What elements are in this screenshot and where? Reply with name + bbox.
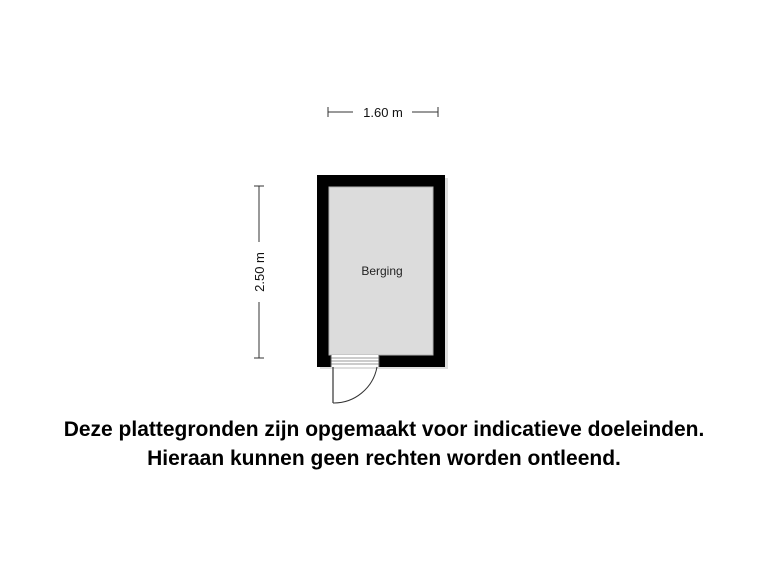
- width-dimension-label: 1.60 m: [363, 105, 403, 120]
- room-label: Berging: [361, 264, 403, 278]
- disclaimer-line-2: Hieraan kunnen geen rechten worden ontleend.: [147, 447, 621, 470]
- door-swing-arc: [333, 367, 377, 403]
- width-dimension: [328, 105, 438, 120]
- height-dimension-label: 2.50 m: [252, 252, 267, 292]
- height-dimension: [252, 186, 267, 358]
- disclaimer-line-1: Deze plattegronden zijn opgemaakt voor indicatieve doeleinden.: [63, 418, 705, 441]
